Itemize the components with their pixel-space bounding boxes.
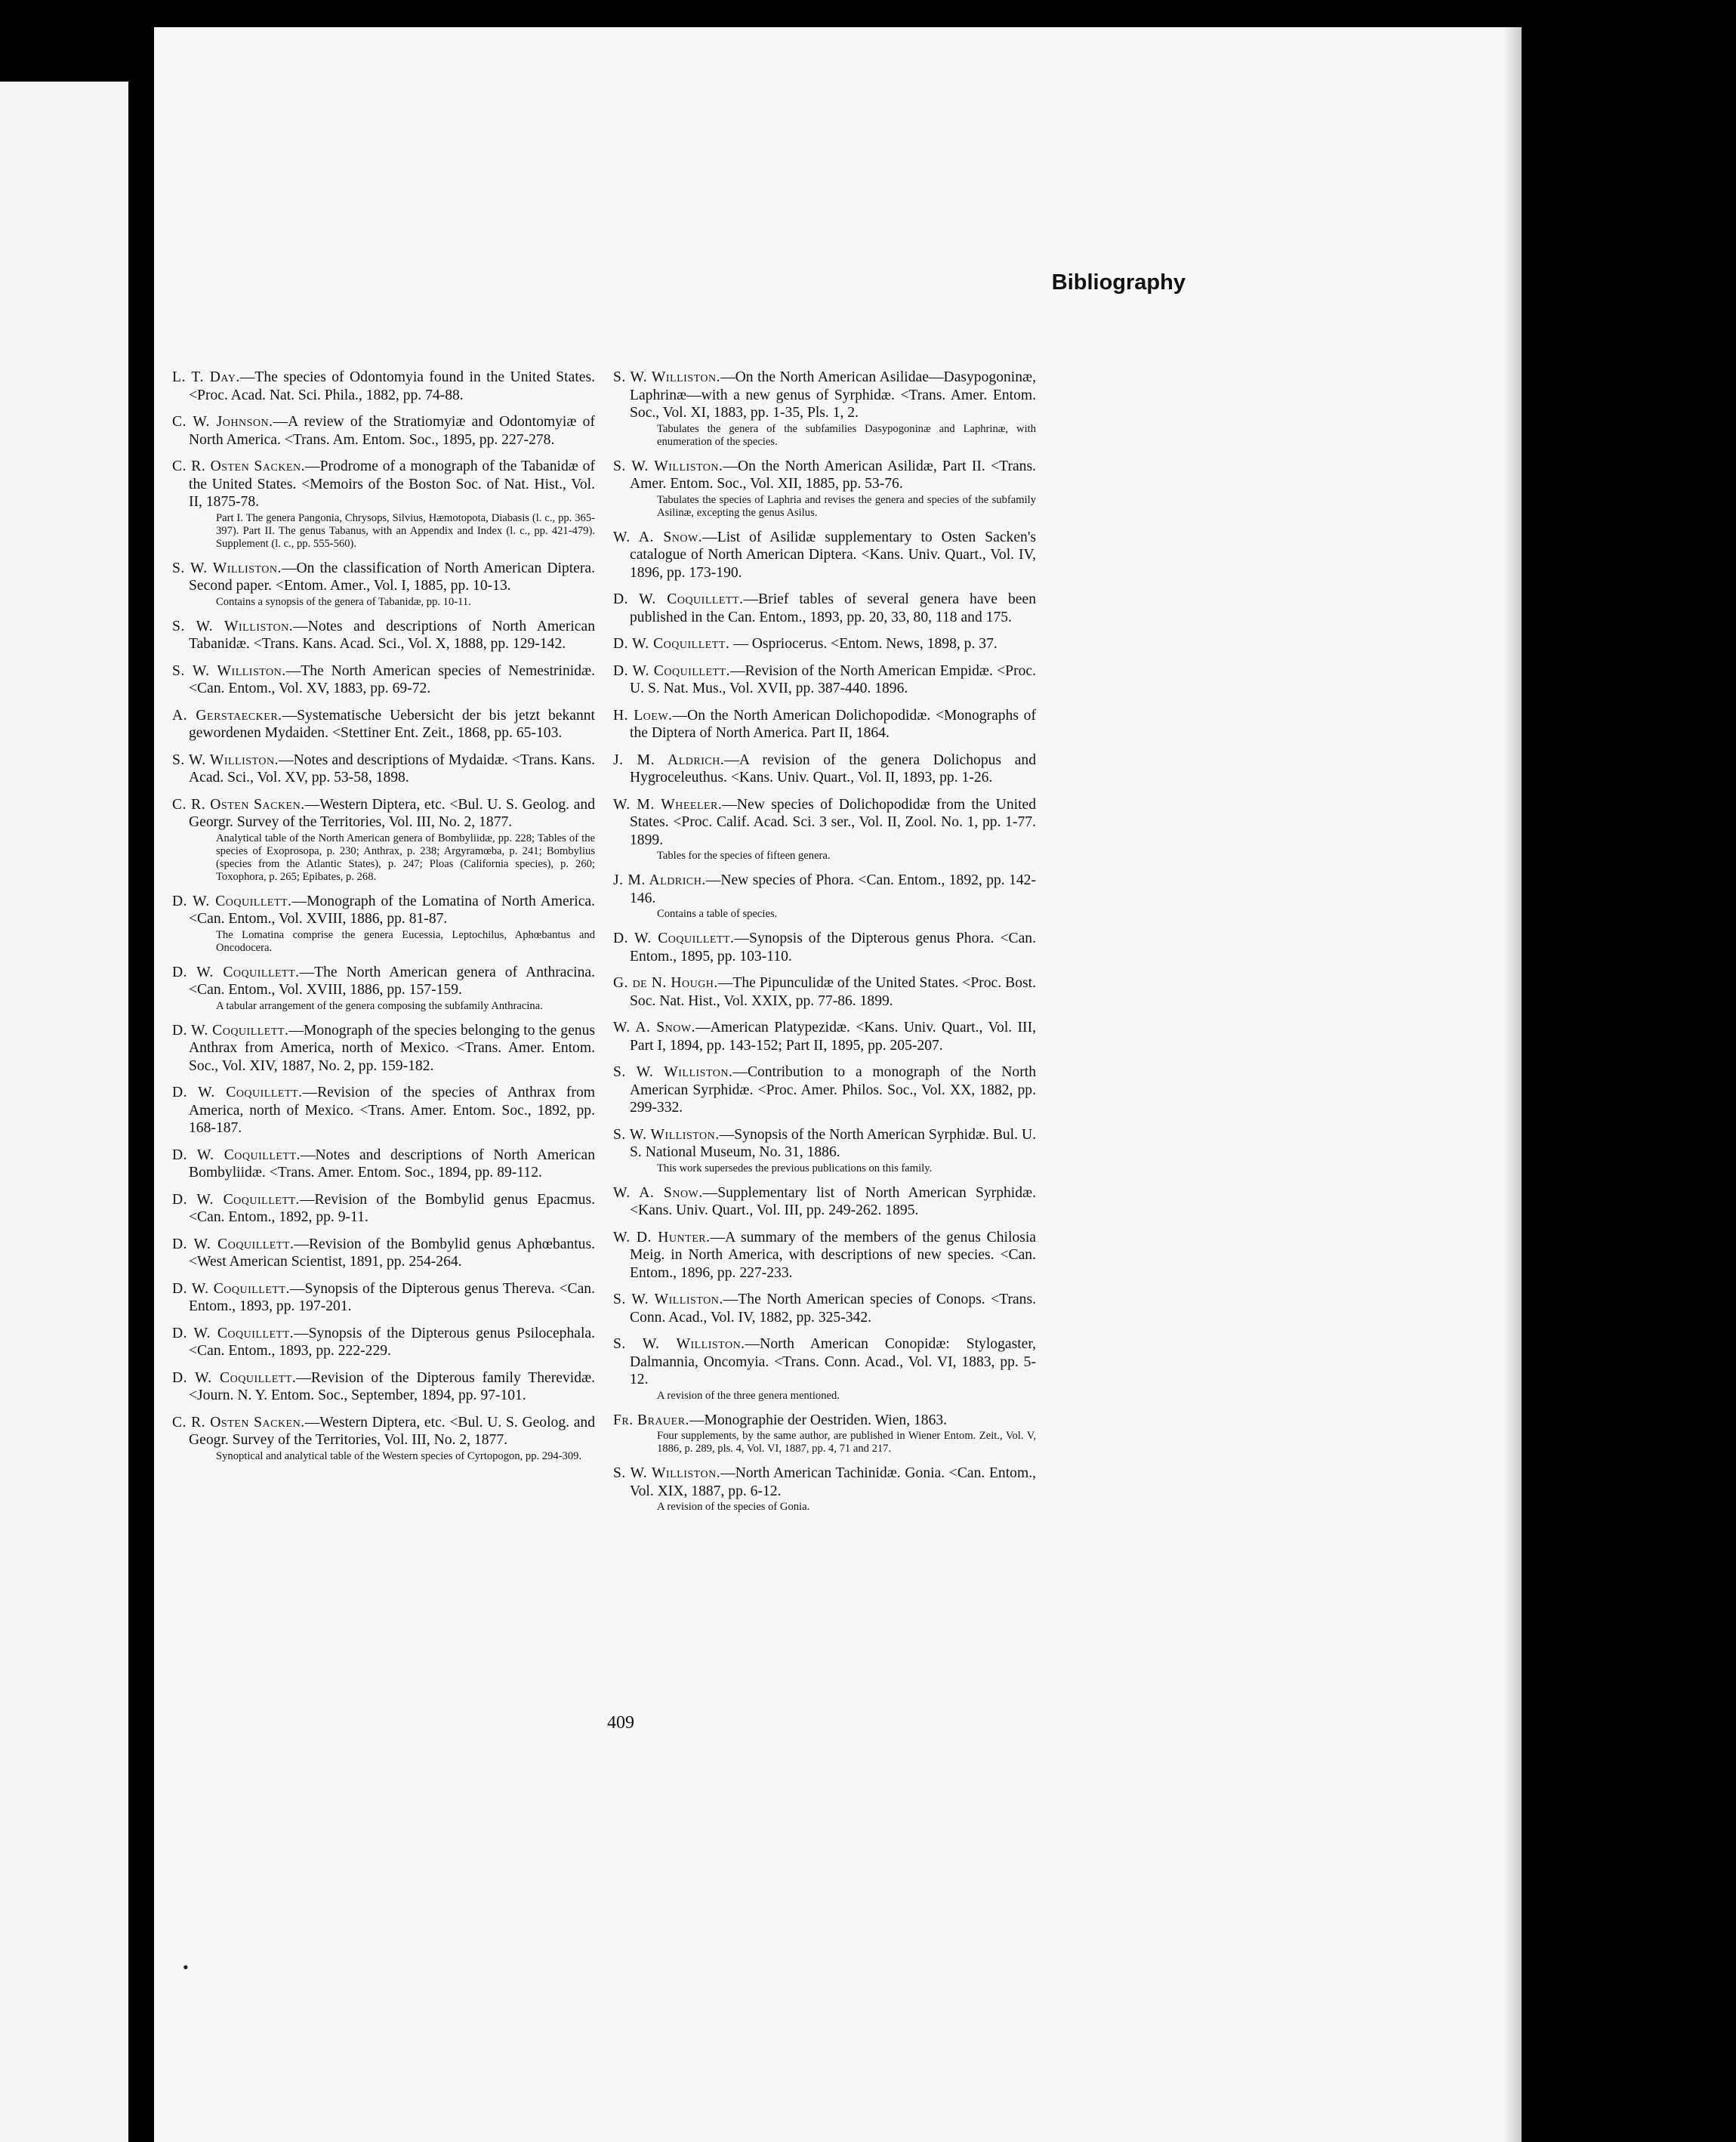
ink-blot: • — [183, 1958, 189, 1977]
entry-citation: —The North American genera of Anthracina. <Can. Entom., Vol. XVIII, 1886, pp. 157-159. — [189, 964, 595, 998]
bibliography-entry — [613, 796, 1036, 863]
entry-note: A revision of the three genera mentioned. — [657, 1389, 840, 1402]
entry-author: W. M. Wheeler. — [613, 796, 723, 813]
entry-author: A. Gerstaecker. — [172, 707, 282, 724]
entry-citation: —North American Tachinidæ. Gonia. <Can. Entom., Vol. XIX, 1887, pp. 6-12. — [630, 1465, 1036, 1499]
entry-author: W. D. Hunter. — [613, 1229, 711, 1245]
bibliography-entry — [172, 1414, 595, 1463]
entry-citation: —American Platypezidæ. <Kans. Univ. Quart., Vol. III, Part I, 1894, pp. 143-152; Part II, 1895, pp. 205-207. — [630, 1020, 1036, 1054]
bibliography-entry — [172, 458, 595, 551]
entry-author: D. W. Coquillett. — [172, 1280, 290, 1297]
entry-note: Four supplements, by the same author, are published in Wiener Entom. Zeit., Vol. V, 1886, p. 289, pls. 4, Vol. VI, 1887, pp. 4, 71 and 217. — [657, 1430, 1036, 1455]
entry-author: H. Loew. — [613, 707, 673, 724]
entry-citation: —New species of Phora. <Can. Entom., 1892, pp. 142-146. — [630, 872, 1037, 906]
entry-citation: —Revision of the North American Empidæ. <Proc. U. S. Nat. Mus., Vol. XVII, pp. 387-440. 1896. — [630, 662, 1036, 696]
entry-author: D. W. Coquillett. — [172, 1325, 294, 1341]
entry-citation: —Synopsis of the Dipterous genus Phora. <Can. Entom., 1895, pp. 103-110. — [630, 931, 1036, 965]
bibliography-entry — [172, 1280, 595, 1316]
entry-author: D. W. Coquillett. — [613, 931, 735, 946]
entry-author: W. A. Snow. — [613, 1020, 696, 1036]
bibliography-entry — [172, 369, 595, 404]
bibliography-entry — [613, 458, 1036, 520]
entry-author: D. W. Coquillett. — [172, 1085, 303, 1100]
bibliography-entry — [172, 662, 595, 698]
bibliography-entry — [172, 413, 595, 449]
entry-author: S. W. Williston. — [172, 560, 282, 576]
entry-note: Tabulates the genera of the subfamilies Dasypogoninæ and Laphrinæ, with enumeration of the species. — [657, 422, 1036, 448]
entry-note: Analytical table of the North American genera of Bombyliidæ, pp. 228; Tables of the species of Exoprosopa, p. 230; Anthrax, p. 238; Argyramœba, p. 241; Bombylius (species from the Atlantic States), p. 247; Ploas (California species), p. 260; Toxophora, p. 265; Epibates, p. 268. — [216, 832, 595, 883]
entry-author: S. W. Williston. — [172, 662, 286, 679]
entry-author: D. W. Coquillett. — [172, 893, 292, 909]
entry-author: C. W. Johnson. — [172, 414, 273, 430]
bibliography-entry — [172, 1369, 595, 1405]
entry-citation: —Synopsis of the North American Syrphidæ. Bul. U. S. National Museum, No. 31, 1886. — [630, 1126, 1036, 1160]
entry-citation: —A revision of the genera Dolichopus and Hygroceleuthus. <Kans. Univ. Quart., Vol. II, 1893, pp. 1-26. — [630, 752, 1036, 786]
entry-citation: —Monograph of the species belonging to the genus Anthrax from America, north of Mexico. <Trans. Amer. Entom. Soc., Vol. XIV, 1887, No. 2, pp. 159-182. — [189, 1022, 595, 1074]
entry-citation: —Prodrome of a monograph of the Tabanidæ of the United States. <Memoirs of the Boston Soc. of Nat. Hist., Vol. II, 1875-78. — [189, 458, 595, 510]
entry-citation: —Western Diptera, etc. <Bul. U. S. Geolog. and Georgr. Survey of the Territories, Vol. III, No. 2, 1877. — [189, 796, 595, 830]
entry-note: This work supersedes the previous publications on this family. — [657, 1162, 933, 1174]
left-column — [172, 369, 595, 1472]
entry-note: A tabular arrangement of the genera composing the subfamily Anthracina. — [216, 999, 543, 1012]
entry-citation: —The species of Odontomyia found in the United States. <Proc. Acad. Nat. Sci. Phila., 1882, pp. 74-88. — [189, 369, 595, 403]
bibliography-entry — [613, 1465, 1036, 1514]
entry-citation: —Revision of the Dipterous family Therevidæ. <Journ. N. Y. Entom. Soc., September, 1894, pp. 97-101. — [189, 1369, 595, 1403]
entry-note: Synoptical and analytical table of the Western species of Cyrtopogon, pp. 294-309. — [216, 1449, 582, 1462]
bibliography-entry — [172, 1325, 595, 1360]
entry-author: J. M. Aldrich. — [613, 872, 706, 888]
entry-citation: —List of Asilidæ supplementary to Osten Sacken's catalogue of North American Diptera. <Kans. Univ. Quart., Vol. IV, 1896, pp. 173-190. — [630, 529, 1036, 581]
entry-author: S. W. Williston. — [613, 1292, 723, 1307]
bibliography-entry — [613, 1335, 1036, 1403]
entry-author: S. W. Williston. — [613, 369, 720, 385]
bibliography-entry — [172, 1084, 595, 1137]
entry-citation: —Notes and descriptions of North American Tabanidæ. <Trans. Kans. Acad. Sci., Vol. X, 1888, pp. 129-142. — [189, 618, 595, 652]
bibliography-entry — [613, 1184, 1036, 1220]
entry-author: C. R. Osten Sacken. — [172, 1414, 305, 1431]
adjacent-page-edge — [0, 82, 128, 2142]
entry-author: S. W. Williston. — [613, 1126, 720, 1143]
entry-citation: —On the North American Asilidae—Dasypogoninæ, Laphrinæ—with a new genus of Syrphidæ. <Trans. Amer. Entom. Soc., Vol. XI, 1883, pp. 1-35, Pls. 1, 2. — [630, 369, 1036, 421]
entry-citation: —New species of Dolichopodidæ from the United States. <Proc. Calif. Acad. Sci. 3 ser., Vol. II, Zool. No. 1, pp. 1-77. 1899. — [630, 796, 1037, 848]
entry-citation: —Notes and descriptions of Mydaidæ. <Trans. Kans. Acad. Sci., Vol. XV, pp. 53-58, 1898. — [189, 752, 595, 786]
entry-author: J. M. Aldrich. — [613, 752, 725, 768]
entry-citation: —Synopsis of the Dipterous genus Thereva. <Can. Entom., 1893, pp. 197-201. — [189, 1280, 595, 1314]
entry-citation: —Synopsis of the Dipterous genus Psilocephala. <Can. Entom., 1893, pp. 222-229. — [189, 1325, 595, 1359]
entry-citation: —Revision of the species of Anthrax from America, north of Mexico. <Trans. Amer. Entom. Soc., 1892, pp. 168-187. — [189, 1085, 595, 1136]
entry-citation: —A summary of the members of the genus Chilosia Meig. in North America, with descriptions of new species. <Can. Entom., 1896, pp. 227-233. — [630, 1229, 1037, 1281]
entry-citation: —Monographie der Oestriden. Wien, 1863. — [689, 1412, 948, 1428]
entry-author: G. de N. Hough. — [613, 975, 718, 991]
bibliography-entry — [172, 1147, 595, 1182]
entry-citation: —Monograph of the Lomatina of North America. <Can. Entom., Vol. XVIII, 1886, pp. 81-87. — [189, 893, 595, 927]
entry-author: S. W. Williston. — [613, 1465, 721, 1481]
bibliography-entry — [613, 974, 1036, 1010]
entry-citation: —Contribution to a monograph of the North American Syrphidæ. <Proc. Amer. Philos. Soc., Vol. XX, 1882, pp. 299-332. — [630, 1064, 1036, 1116]
bibliography-entry — [172, 1022, 595, 1076]
bibliography-entry — [172, 752, 595, 787]
entry-citation: —The North American species of Conops. <Trans. Conn. Acad., Vol. IV, 1882, pp. 325-342. — [630, 1292, 1036, 1326]
entry-author: W. A. Snow. — [613, 529, 703, 545]
bibliography-entry — [613, 662, 1036, 698]
entry-citation: —Supplementary list of North American Syrphidæ. <Kans. Univ. Quart., Vol. III, pp. 249-262. 1895. — [630, 1184, 1036, 1218]
bibliography-entry — [613, 707, 1036, 742]
running-header: Bibliography — [1051, 270, 1186, 295]
bibliography-entry — [172, 618, 595, 653]
entry-note: Tabulates the species of Laphria and revises the genera and species of the subfamily Asilinæ, excepting the genus Asilus. — [657, 493, 1036, 519]
entry-note: Contains a synopsis of the genera of Tabanidæ, pp. 10-11. — [216, 595, 471, 608]
entry-citation: —On the North American Dolichopodidæ. <Monographs of the Diptera of North America. Part II, 1864. — [630, 707, 1036, 741]
entry-note: Part I. The genera Pangonia, Chrysops, Silvius, Hæmotopota, Diabasis (l. c., pp. 365-397). Part II. The genus Tabanus, with an Appendix and Index (l. c., pp. 421-479). Supplement (l. c., pp. 555-560). — [216, 511, 595, 550]
entry-citation: — Ospriocerus. <Entom. News, 1898, p. 37. — [729, 636, 998, 652]
entry-citation: —A review of the Stratiomyiæ and Odontomyiæ of North America. <Trans. Am. Entom. Soc., 1895, pp. 227-278. — [189, 414, 595, 448]
entry-note: Contains a table of species. — [657, 908, 778, 920]
entry-author: D. W. Coquillett. — [613, 591, 744, 607]
entry-author: S. W. Williston. — [613, 458, 723, 474]
entry-citation: —The Pipunculidæ of the United States. <Proc. Bost. Soc. Nat. Hist., Vol. XXIX, pp. 77-86. 1899. — [630, 975, 1037, 1009]
bibliography-entry — [172, 1191, 595, 1227]
page-number: 409 — [607, 1713, 634, 1733]
bibliography-entry — [172, 707, 595, 742]
entry-author: D. W. Coquillett. — [172, 1369, 297, 1386]
entry-author: D. W. Coquillett. — [172, 1022, 289, 1039]
bibliography-entry — [613, 635, 1036, 653]
entry-citation: —Western Diptera, etc. <Bul. U. S. Geolog. and Geogr. Survey of the Territories, Vol. III, No. 2, 1877. — [189, 1414, 595, 1448]
entry-author: S. W. Williston. — [613, 1336, 745, 1352]
entry-note: The Lomatina comprise the genera Eucessia, Leptochilus, Aphœbantus and Oncodocera. — [216, 928, 595, 954]
bibliography-entry — [613, 1412, 1036, 1456]
entry-citation: —On the North American Asilidæ, Part II. <Trans. Amer. Entom. Soc., Vol. XII, 1885, pp. 53-76. — [630, 458, 1036, 492]
entry-author: S. W. Williston. — [172, 752, 279, 768]
bibliography-entry — [613, 1063, 1036, 1117]
bibliography-entry — [613, 872, 1036, 921]
entry-author: D. W. Coquillett. — [613, 662, 731, 679]
entry-author: W. A. Snow. — [613, 1184, 703, 1201]
entry-author: C. R. Osten Sacken. — [172, 458, 306, 474]
entry-citation: —Notes and descriptions of North American Bombyliidæ. <Trans. Amer. Entom. Soc., 1894, pp. 89-112. — [189, 1147, 595, 1181]
bibliography-entry — [172, 560, 595, 609]
bibliography-entry — [613, 591, 1036, 626]
bibliography-entry — [613, 1126, 1036, 1175]
entry-citation: —On the classification of North American Diptera. Second paper. <Entom. Amer., Vol. I, 1885, pp. 10-13. — [189, 560, 596, 594]
entry-note: Tables for the species of fifteen genera. — [657, 850, 831, 862]
entry-note: A revision of the species of Gonia. — [657, 1501, 810, 1513]
entry-citation: —North American Conopidæ: Stylogaster, Dalmannia, Oncomyia. <Trans. Conn. Acad., Vol. VI, 1883, pp. 5-12. — [630, 1336, 1036, 1387]
bibliography-entry — [613, 1229, 1036, 1282]
bibliography-entry — [172, 893, 595, 955]
entry-author: D. W. Coquillett. — [172, 1191, 300, 1208]
book-gutter — [128, 0, 154, 2142]
bibliography-entry — [613, 369, 1036, 449]
bibliography-entry — [613, 930, 1036, 965]
entry-author: S. W. Williston. — [613, 1064, 733, 1080]
entry-author: D. W. Coquillett. — [172, 1147, 301, 1163]
entry-author: S. W. Williston. — [172, 618, 294, 634]
page-edge-shadow — [1503, 27, 1522, 2142]
bibliography-entry — [613, 1291, 1036, 1326]
entry-author: D. W. Coquillett. — [613, 636, 730, 652]
entry-author: D. W. Coquillett. — [172, 1236, 294, 1252]
bibliography-entry — [613, 752, 1036, 787]
entry-author: L. T. Day. — [172, 369, 240, 385]
bibliography-entry — [172, 796, 595, 884]
entry-citation: —Systematische Uebersicht der bis jetzt bekannt gewordenen Mydaiden. <Stettiner Ent. Zeit., 1868, pp. 65-103. — [189, 707, 595, 741]
entry-citation: —Revision of the Bombylid genus Aphœbantus. <West American Scientist, 1891, pp. 254-264. — [189, 1236, 595, 1270]
bibliography-entry — [172, 964, 595, 1013]
entry-citation: —The North American species of Nemestrinidæ. <Can. Entom., Vol. XV, 1883, pp. 69-72. — [189, 662, 595, 696]
bibliography-entry — [613, 1019, 1036, 1054]
entry-author: C. R. Osten Sacken. — [172, 796, 305, 813]
right-column — [613, 369, 1036, 1523]
bibliography-entry — [613, 529, 1036, 582]
bibliography-entry — [172, 1236, 595, 1271]
entry-author: D. W. Coquillett. — [172, 964, 300, 980]
entry-author: Fr. Brauer. — [613, 1412, 689, 1428]
entry-citation: —Brief tables of several genera have been published in the Can. Entom., 1893, pp. 20, 33, 80, 118 and 175. — [630, 591, 1036, 625]
entry-citation: —Revision of the Bombylid genus Epacmus. <Can. Entom., 1892, pp. 9-11. — [189, 1191, 595, 1225]
